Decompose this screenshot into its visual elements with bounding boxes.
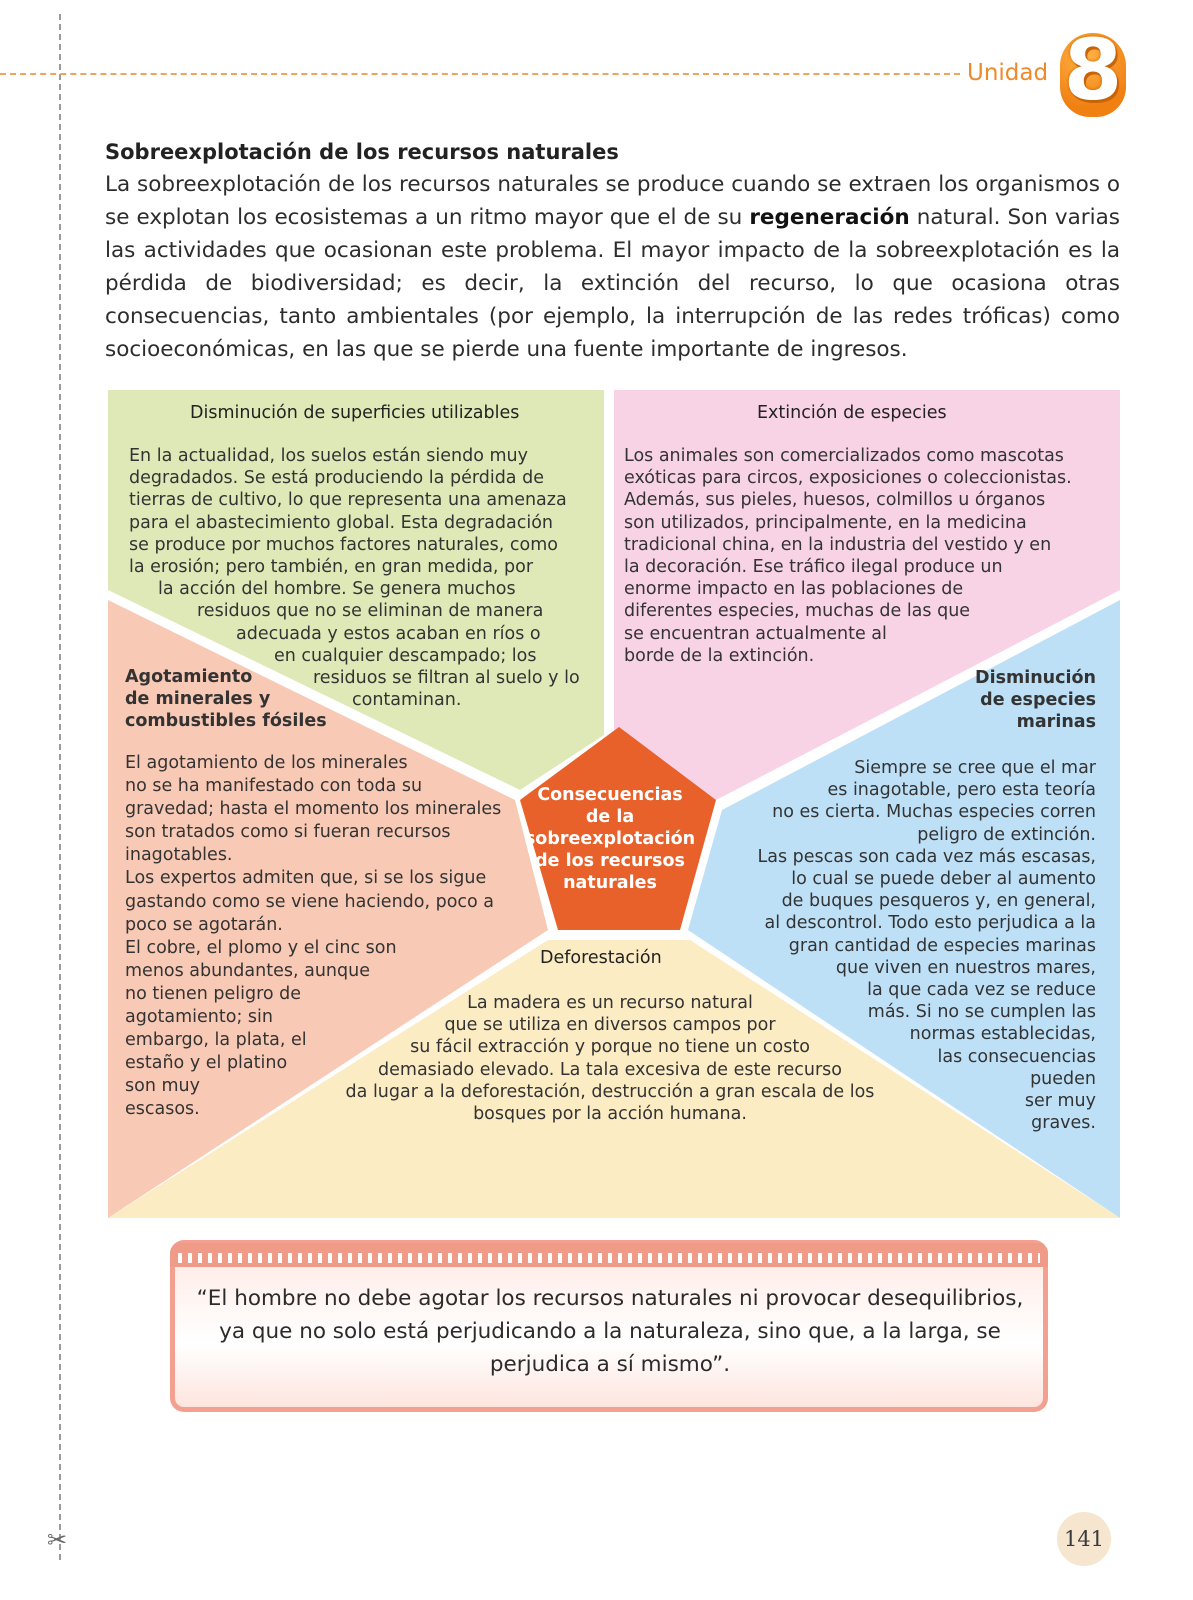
text-line: degradados. Se está produciendo la pérdida de	[129, 468, 544, 489]
text-line: gravedad; hasta el momento los minerales	[125, 799, 502, 820]
quote-line: ya que no solo está perjudicando a la naturaleza, sino que, a la larga, se	[219, 1319, 1001, 1344]
text-line: adecuada y estos acaban en ríos o	[236, 623, 541, 644]
body-bold-term: regeneración	[749, 205, 910, 230]
text-line: El cobre, el plomo y el cinc son	[125, 937, 397, 958]
text-line: al descontrol. Todo esto perjudica a la	[764, 913, 1096, 934]
title-line: de minerales y	[125, 689, 271, 710]
panel-deforestacion-title: Deforestación	[540, 948, 662, 968]
text-line: ser muy	[1024, 1091, 1096, 1112]
text-line: demasiado elevado. La tala excesiva de este recurso	[378, 1059, 842, 1080]
page-number: 141	[1057, 1512, 1111, 1566]
text-line: su fácil extracción y porque no tiene un costo	[410, 1037, 810, 1058]
text-line: que se utiliza en diversos campos por	[444, 1015, 776, 1036]
title-line: Disminución	[975, 668, 1096, 688]
text-line: son utilizados, principalmente, en la medicina	[624, 512, 1027, 533]
text-line: se produce por muchos factores naturales, como	[129, 534, 559, 555]
panel-marinas-title	[975, 667, 1096, 734]
text-line: gran cantidad de especies marinas	[788, 935, 1096, 956]
scissors-icon: ✂	[47, 1526, 68, 1554]
text-line: Además, sus pieles, huesos, colmillos u órganos	[624, 490, 1046, 511]
unit-number: 8	[1063, 21, 1123, 119]
text-line: Los expertos admiten que, si se los sigue	[125, 868, 487, 889]
text-line: son muy	[125, 1076, 200, 1097]
text-line: tradicional china, en la industria del vestido y en	[624, 534, 1052, 555]
text-line: peligro de extinción.	[917, 824, 1096, 845]
text-line: agotamiento; sin	[125, 1007, 273, 1028]
quote-spiral-holes	[178, 1253, 1040, 1263]
title-line: marinas	[1016, 712, 1096, 733]
quote-text	[190, 1282, 1030, 1381]
text-line: poco se agotarán.	[125, 914, 283, 935]
text-line: no es cierta. Muchas especies corren	[772, 802, 1096, 823]
panel-extincion-title: Extinción de especies	[757, 403, 947, 423]
title-line: combustibles fósiles	[125, 711, 327, 732]
center-line: de los recursos	[535, 851, 685, 871]
text-line: diferentes especies, muchas de las que	[624, 601, 971, 622]
section-title: Sobreexplotación de los recursos naturales	[105, 140, 619, 164]
text-line: residuos se filtran al suelo y lo	[313, 668, 580, 689]
text-line: bosques por la acción humana.	[473, 1104, 747, 1125]
text-line: tierras de cultivo, lo que representa una amenaza	[129, 490, 567, 511]
text-line: exóticas para circos, exposiciones o coleccionistas.	[624, 468, 1072, 489]
text-line: enorme impacto en las poblaciones de	[624, 579, 964, 600]
text-line: más. Si no se cumplen las	[867, 1002, 1096, 1023]
text-line: borde de la extinción.	[624, 645, 815, 666]
text-line: El agotamiento de los minerales	[125, 753, 408, 773]
text-line: que viven en nuestros mares,	[835, 957, 1096, 978]
text-line: las consecuencias	[937, 1046, 1096, 1067]
text-line: es inagotable, pero esta teoría	[827, 780, 1096, 801]
center-line: Consecuencias	[537, 785, 683, 805]
text-line: no se ha manifestado con toda su	[125, 776, 423, 797]
quote-line: “El hombre no debe agotar los recursos naturales ni provocar desequilibrios,	[196, 1286, 1024, 1311]
text-line: en cualquier descampado; los	[274, 645, 537, 666]
text-line: normas establecidas,	[909, 1024, 1096, 1045]
center-line: sobreexplotación	[524, 829, 696, 849]
text-line: La madera es un recurso natural	[467, 993, 753, 1013]
text-line: lo cual se puede deber al aumento	[791, 869, 1096, 890]
text-line: de buques pesqueros y, en general,	[781, 891, 1096, 912]
text-line: se encuentran actualmente al	[624, 623, 887, 644]
text-line: estaño y el platino	[125, 1053, 288, 1074]
unit-label: Unidad	[967, 60, 1049, 86]
text-line: no tienen peligro de	[125, 983, 302, 1004]
title-line: Agotamiento	[125, 667, 253, 687]
text-line: pueden	[1030, 1068, 1096, 1089]
text-line: la decoración. Ese tráfico ilegal produce un	[624, 557, 1003, 578]
center-label	[520, 784, 700, 894]
text-line: contaminan.	[352, 690, 462, 711]
center-line: de la	[585, 807, 635, 827]
text-line: escasos.	[125, 1099, 200, 1120]
text-line: embargo, la plata, el	[125, 1030, 307, 1051]
text-line: da lugar a la deforestación, destrucción a gran escala de los	[345, 1081, 875, 1102]
quote-line: perjudica a sí mismo”.	[489, 1352, 731, 1377]
panel-extincion-text	[624, 445, 1072, 667]
panel-superficies-title: Disminución de superficies utilizables	[190, 403, 520, 423]
text-line: residuos que no se eliminan de manera	[197, 601, 544, 622]
text-line: Las pescas son cada vez más escasas,	[757, 846, 1096, 867]
text-line: inagotables.	[125, 845, 233, 866]
title-line: de especies	[980, 690, 1096, 711]
body-text-start: La sobreexplotación de los recursos naturales se produce cuando se extraen los organismos o se explotan los ecosistemas a un ritmo mayor que el de su	[105, 172, 1120, 230]
body-text-end: natural. Son varias las actividades que ocasionan este problema. El mayor impacto de la sobreexplotación es la pérdida de biodiversidad; es decir, la extinción del recurso, lo que ocasiona otras consecuencias, tanto ambientales (por ejemplo, la interrupción de las redes tróficas) como socioeconómicas, en las que se pierde una fuente importante de ingresos.	[105, 205, 1120, 362]
panel-minerales-title	[125, 666, 327, 733]
text-line: para el abastecimiento global. Esta degradación	[129, 512, 554, 533]
text-line: son tratados como si fueran recursos	[125, 822, 451, 843]
text-line: la que cada vez se reduce	[867, 980, 1096, 1001]
text-line: menos abundantes, aunque	[125, 960, 370, 981]
text-line: graves.	[1031, 1113, 1096, 1134]
text-line: En la actualidad, los suelos están siendo muy	[129, 446, 528, 466]
center-line: naturales	[563, 873, 657, 893]
text-line: la erosión; pero también, en gran medida, por	[129, 557, 534, 578]
text-line: Siempre se cree que el mar	[854, 758, 1096, 778]
text-line: Los animales son comercializados como mascotas	[624, 446, 1064, 466]
panel-deforestacion-text	[310, 992, 910, 1125]
text-line: la acción del hombre. Se genera muchos	[158, 579, 516, 600]
text-line: gastando como se viene haciendo, poco a	[125, 891, 495, 912]
